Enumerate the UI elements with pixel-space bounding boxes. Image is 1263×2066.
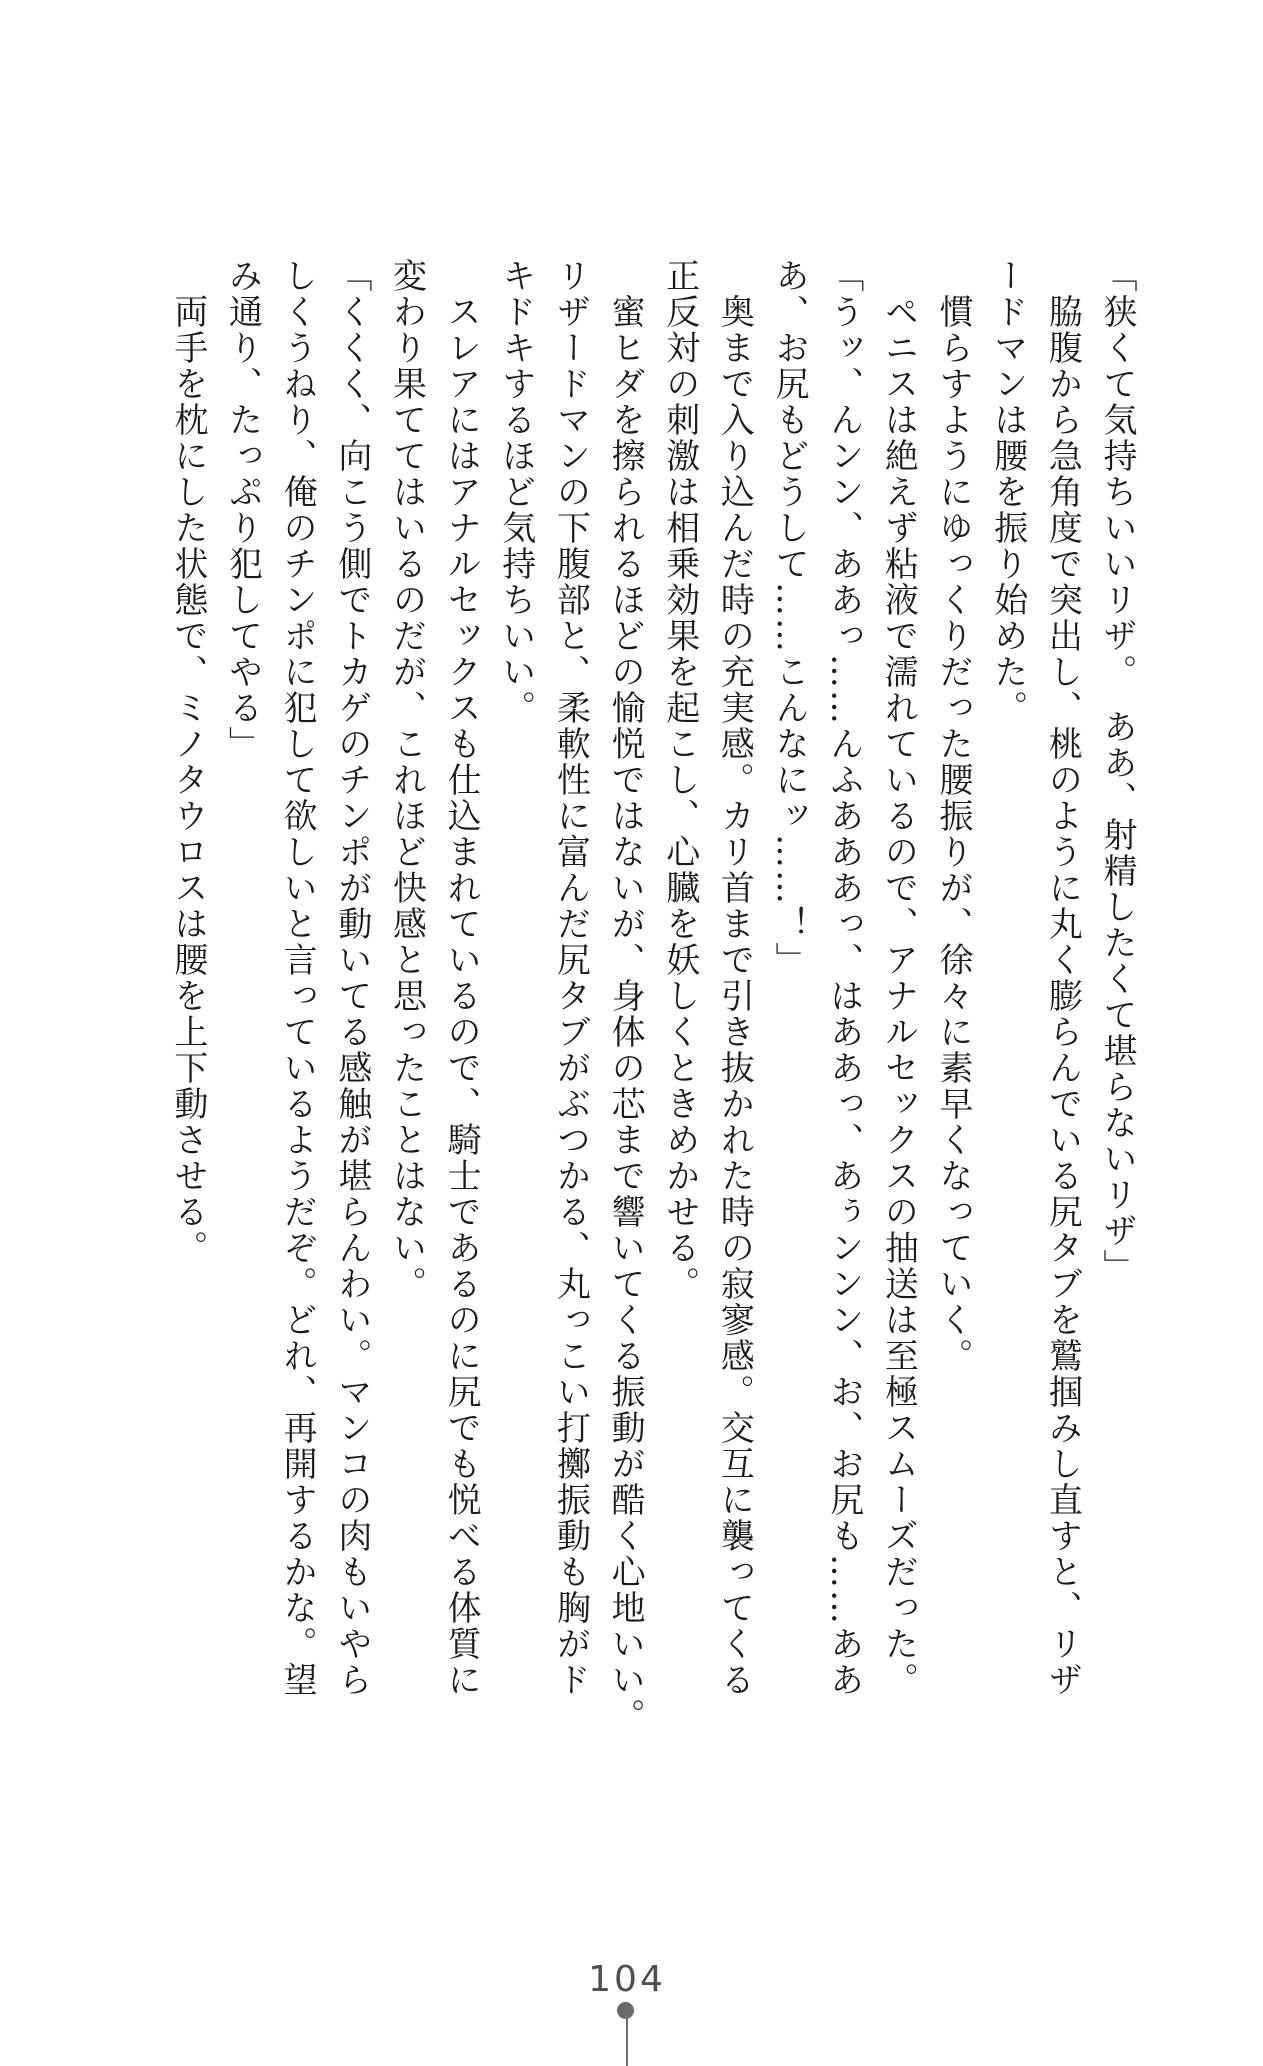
text-line: 「狭くて気持ちいいリザ。 ああ、射精したくて堪らないリザ」 (1097, 258, 1137, 1285)
text-line: 蜜ヒダを擦られるほどの愉悦ではないが、身体の芯まで響いてくる振動が酷く心地いい。 (605, 258, 646, 1734)
body-text (160, 258, 1144, 1734)
text-line: キドキするほど気持ちいい。 (495, 258, 536, 726)
text-line: あ、お尻もどうして……こんなにッ……！」 (769, 258, 810, 978)
text-line: 奥まで入り込んだ時の充実感。カリ首まで引き抜かれた時の寂寥感。交互に襲ってくる (714, 258, 755, 1698)
text-line: 正反対の刺激は相乗効果を起こし、心臓を妖しくときめかせる。 (659, 258, 700, 1302)
text-line: 慣らすようにゆっくりだった腰振りが、徐々に素早くなっていく。 (933, 258, 974, 1374)
text-line: スレアにはアナルセックスも仕込まれているので、騎士であるのに尻でも悦べる体質に (441, 258, 482, 1698)
text-line: 「うッ、んンン、ああっ……んふあああっ、はああっ、あぅンンン、お、お尻も……ああ (823, 258, 864, 1698)
text-line: リザードマンの下腹部と、柔軟性に富んだ尻タブがぶつかる、丸っこい打擲振動も胸がド (550, 258, 591, 1698)
text-line: しくうねり、俺のチンポに犯して欲しいと言っているようだぞ。どれ、再開するかな。望 (277, 258, 318, 1698)
text-line: ードマンは腰を振り始めた。 (987, 258, 1028, 726)
text-line: 脇腹から急角度で突出し、桃のように丸く膨らんでいる尻タブを鷲掴みし直すと、リザ (1042, 258, 1083, 1698)
page-number: 104 (588, 1959, 666, 2000)
text-line: 両手を枕にした状態で、ミノタウロスは腰を上下動させる。 (167, 258, 208, 1266)
text-line: み通り、たっぷり犯してやる」 (222, 258, 263, 762)
text-line: ペニスは絶えず粘液で濡れているので、アナルセックスの抽送は至極スムーズだった。 (878, 258, 919, 1698)
footer-marker-line (626, 2014, 628, 2066)
text-line: 変わり果ててはいるのだが、これほど快感と思ったことはない。 (386, 258, 427, 1302)
text-line: 「くくく、向こう側でトカゲのチンポが動いてる感触が堪らんわい。マンコの肉もいやら (331, 258, 372, 1698)
